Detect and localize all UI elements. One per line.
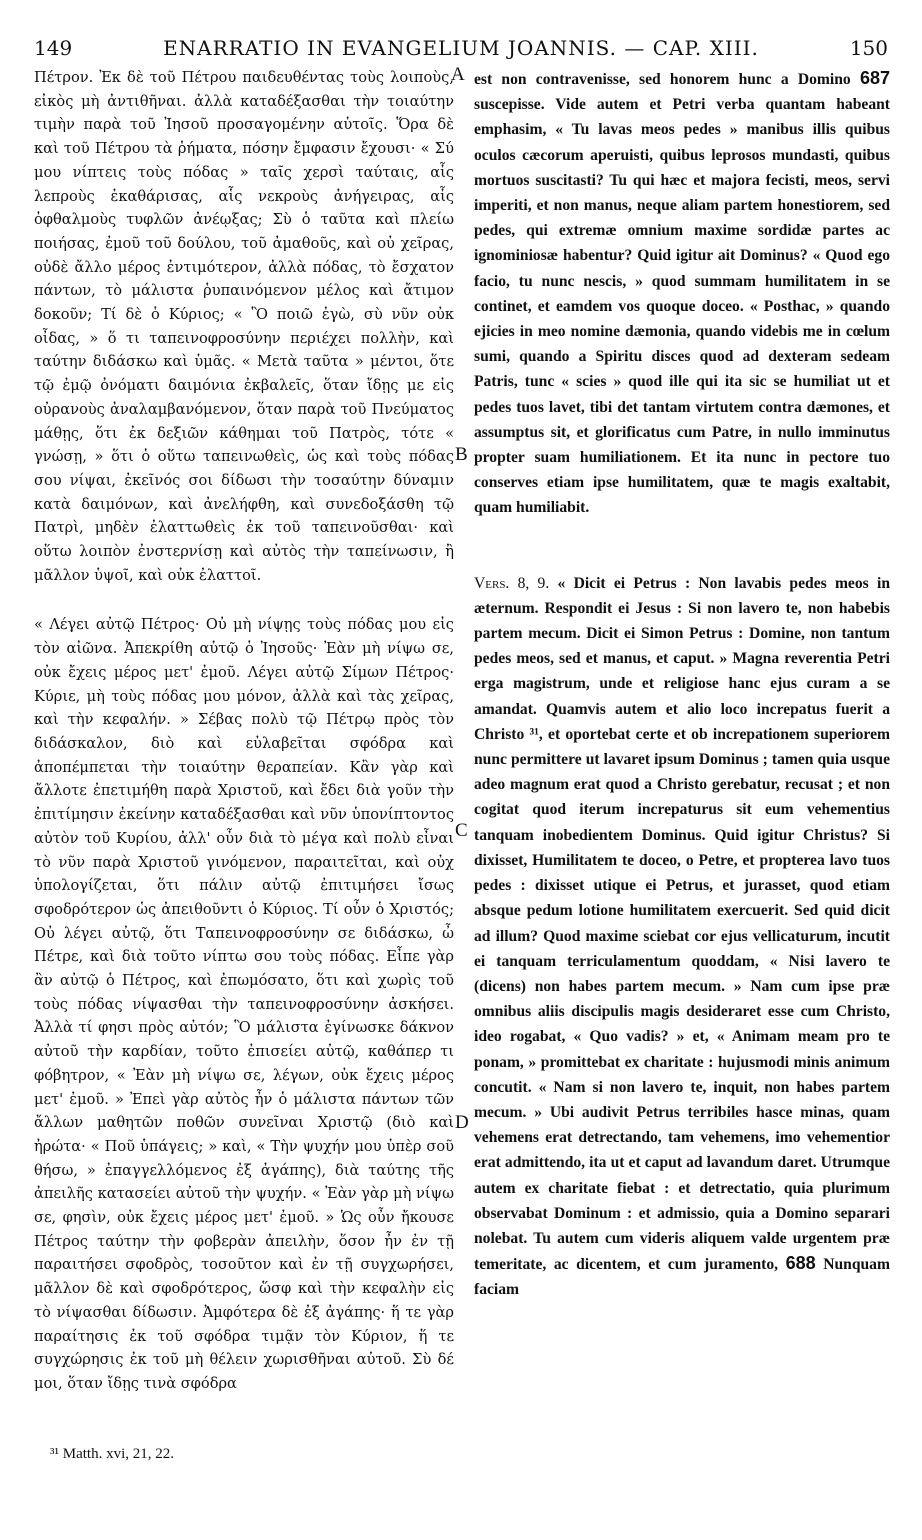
column-reference-687: 687 — [859, 68, 890, 88]
paragraph-spacer — [34, 587, 454, 613]
latin-paragraph-1-rest: suscepisse. Vide autem et Petri verba quantam habeant emphasim, « Tu lavas meos pedes » manibus illis quibus oculos cæcorum aperuisti, quibus leprosos mundasti, quibus mortuos suscitasti? Tu qui hæc et majora fecisti, meos, servi imperiti, et non manus, neque aliam partem honestiorem, sed pedes, qui extremæ omnium maxime sordidæ partes ac ignominiosæ habentur? Quid igitur ait Dominus? « Quod ego facio, tu nunc nescis, » quod summam humilitatem in se continet, et eamdem vos quoque doceo. « Posthac, » quando ejicies in meo nomine dæmonia, quando videbis me in cœlum sumi, quando a Spiritu disces quod ad dexteram sedeam Patris, tunc « scies » quod ille qui ita sic se humiliat ut et pedes tuos lavet, tibi det tantam virtutem contra dæmones, et assumptus sit, et glorificatus cum Patre, in nullo imminutus propter suam humiliationem. Et ita nunc in pectore tuo conserves etiam ipse humilitatem, quæ te magis exaltabit, quam humiliabit. — [474, 96, 890, 517]
margin-marker-d: D — [455, 1112, 469, 1133]
running-header — [0, 0, 922, 64]
greek-paragraph-1: Πέτρον. Ἐκ δὲ τοῦ Πέτρου παιδευθέντας τοὺς λοιποὺς, εἰκὸς μὴ ἀντιθῆναι. ἀλλὰ καταδέξασθαι τὴν τοιαύτην τιμὴν παρὰ τοῦ Ἰησοῦ προσαγομένην αὐτοῖς. Ὅρα δὲ καὶ τοῦ Πέτρου τὰ ῥήματα, πόσην ἔμφασιν ἔχουσι· « Σύ μου νίπτεις τοὺς πόδας » ταῖς χερσὶ ταύταις, αἷς λεπροὺς ἐκαθάρισας, αἷς νεκροὺς ἀνήγειρας, αἷς ὀφθαλμοὺς τυφλῶν ἀνέῳξας; Σὺ ὁ ταῦτα καὶ πλείω ποιήσας, ἐμοῦ τοῦ δούλου, τοῦ ἀμαθοῦς, καὶ οὐ χεῖρας, οὐδὲ ἄλλο μέρος ἐντιμότερον, ἀλλὰ πόδας, τὸ ἔσχατον πάντων, τὸ μάλιστα ῥυπαινόμενον μέλος καὶ ἄτιμον δοκοῦν; Τί δὲ ὁ Κύριος; « Ὃ ποιῶ ἐγὼ, σὺ νῦν οὐκ οἶδας, » ὅ τι ταπεινοφροσύνην περιέχει πολλὴν, καὶ ταύτην διδάσκω καὶ ὑμᾶς. « Μετὰ ταῦτα » μέντοι, ὅτε τῷ ἐμῷ ὀνόματι δαιμόνια ἐκβαλεῖς, ὅταν ἴδῃς με εἰς οὐρανοὺς ἀναλαμβανόμενον, ὅταν παρὰ τοῦ Πνεύματος μάθῃς, ὅτι ἐκ δεξιῶν κάθημαι τοῦ Πατρὸς, τότε « γνώσῃ, » ὅτι ὁ οὕτω ταπεινωθεὶς, ὡς καὶ τοὺς πόδας σου νίψαι, ἐκεῖνός σοι δίδωσι τὴν τοσαύτην δύναμιν κατὰ δαιμόνων, καὶ ἀνελήφθη, καὶ συνεδοξάσθη τῷ Πατρὶ, μηδὲν ἐλαττωθεὶς ἐκ τοῦ ταπεινοῦσθαι· καὶ οὕτω λοιπὸν ἐνστερνίσῃ καὶ αὐτὸς τὴν ταπείνωσιν, ἢ μᾶλλον ὑψοῖ, καὶ οὐκ ἐλαττοῖ. — [34, 69, 454, 584]
greek-column — [34, 66, 454, 1396]
latin-paragraph-1 — [474, 66, 890, 521]
greek-paragraph-2: « Λέγει αὐτῷ Πέτρος· Οὐ μὴ νίψῃς τοὺς πόδας μου εἰς τὸν αἰῶνα. Ἀπεκρίθη αὐτῷ ὁ Ἰησοῦς· Ἐὰν μὴ νίψω σε, οὐκ ἔχεις μέρος μετ' ἐμοῦ. Λέγει αὐτῷ Σίμων Πέτρος· Κύριε, μὴ τοὺς πόδας μου μόνον, ἀλλὰ καὶ τὰς χεῖρας, καὶ τὴν κεφαλήν. » Σέβας πολὺ τῷ Πέτρῳ πρὸς τὸν διδάσκαλον, διὸ καὶ εὐλαβεῖται σφόδρα καὶ ἀποπέμπεται τὴν τοιαύτην θεραπείαν. Κἂν γὰρ καὶ ἄλλοτε ἐπετιμήθη παρὰ Χριστοῦ, καὶ ἔδει διὰ γοῦν τὴν ἐπιτίμησιν ἐκείνην καταδέξασθαι καὶ νῦν ὑπονίπτοντος αὐτὸν τοῦ Κυρίου, ἀλλ' οὖν διὰ τὸ μέγα καὶ πολὺ εἶναι τὸ νῦν παρὰ Χριστοῦ γινόμενον, παραιτεῖται, καὶ οὐχ ὑπολογίζεται, ὅτι πάλιν αὐτῷ ἐπιτιμήσει ἴσως σφοδρότερον ὡς ἀπειθοῦντι ὁ Κύριος. Τί οὖν ὁ Χριστός; Οὐ λέγει αὐτῷ, ὅτι Ταπεινοφροσύνην σε διδάσκω, ὦ Πέτρε, καὶ διὰ τοῦτο νίπτω σου τοὺς πόδας. Εἶπε γὰρ ἂν αὐτῷ ὁ Πέτρος, καὶ ἐπωμόσατο, ὅτι καὶ χωρὶς τοῦ τοὺς πόδας νίψασθαι τὴν ταπεινοφροσύνην ἀσκήσει. Ἀλλὰ τί φησι πρὸς αὐτόν; Ὃ μάλιστα ἐγίνωσκε δάκνον αὐτοῦ τὴν καρδίαν, τοῦτο ἐπισείει αὐτῷ, καθάπερ τι φόβητρον, « Ἐὰν μὴ νίψω σε, λέγων, οὐκ ἔχεις μέρος μετ' ἐμοῦ. » Ἐπεὶ γὰρ αὐτὸς ἦν ὁ μάλιστα πάντων τῶν ἄλλων μαθητῶν ποθῶν συνεῖναι Χριστῷ (διὸ καὶ ἠρώτα· « Ποῦ ὑπάγεις; » καὶ, « Τὴν ψυχήν μου ὑπὲρ σοῦ θήσω, » ἐπαγγελλόμενος ἐξ ἀγάπης), διὰ ταύτης τῆς ἀπειλῆς κατασείει αὐτοῦ τὴν ψυχήν. « Ἐὰν γὰρ μὴ νίψω σε, φησὶν, οὐκ ἔχεις μέρος μετ' ἐμοῦ. » Ὡς οὖν ἤκουσε Πέτρος ταύτην τὴν φοβερὰν ἀπειλὴν, ὅσον ἦν ἐν τῇ παραιτήσει σφοδρὸς, τοσοῦτον καὶ ἐν τῇ συγχωρήσει, μᾶλλον δὲ καὶ σφοδρότερος, ὥσφ καὶ τὴν κεφαλὴν εἰς τὸ νίψασθαι δίδωσιν. Ἀμφότερα δὲ ἐξ ἀγάπης· ἥ τε γὰρ παραίτησις ἐκ τοῦ σφόδρα τιμᾷν τὸν Κύριον, ἥ τε συγχώρησις ἐκ τοῦ μὴ θέλειν χωρισθῆναι αὐτοῦ. Σὺ δέ μοι, ὅταν ἴδῃς τινὰ σφόδρα — [34, 616, 454, 1392]
running-title: ENARRATIO IN EVANGELIUM JOANNIS. — CAP. XIII. — [163, 36, 759, 60]
page-number-right: 150 — [849, 36, 888, 60]
latin-paragraph-2-text: « Dicit ei Petrus : Non lavabis pedes meos in æternum. Respondit ei Jesus : Si non lavero te, non habebis partem mecum. Dicit ei Simon Petrus : Domine, non tantum pedes meos, sed et manus, et caput. » Magna reverentia Petri erga magistrum, unde et religiose hanc ejus curam a se amandat. Quamvis autem et alio loco increpatus fuerit a Christo ³¹, et oportebat certe et ob increpationem superiorem nunc permittere ut lavaret ipsum Dominus ; tamen quia usque adeo magnum erat quod a Christo gerebatur, recusat ; et non cogitat quod iterum increpaturus sit eum vehementius tanquam inobedientem Dominus. Quid igitur Christus? Si dixisset, Humilitatem te doceo, o Petre, et propterea lavo tuos pedes : dixisset utique ei Petrus, et jurasset, quod etiam absque pedum lotione humilitatem exercuerit. Sed quid dicit ad illum? Quod maxime sciebat cor ejus vellicaturum, incutit ei tanquam terriculamentum quoddam, « Nisi lavero te (dicens) non habes partem mecum. » Nam cum ipse præ omnibus aliis discipulis magis desideraret esse cum Christo, ideo rogabat, « Quo vadis? » et, « Animam meam pro te ponam, » promittebat ex charitate : hujusmodi minis animum concutit. « Nam si non lavero te, inquit, non habes partem mecum. » Ubi audivit Petrus terribiles hasce minas, quam vehemens erat detrectando, tam vehemens, imo vehementior erat admittendo, ita ut et caput ad lavandum daret. Utrumque autem ex charitate fiebat : et detrectatio, quia plurimum observabat Dominum : et admissio, quia a Domino separari nolebat. Tu autem cum videris aliquem valde urgentem præ temeritate, ac dicentem, et cum juramento, — [474, 574, 890, 1274]
verse-label: Vers. 8, 9. — [474, 574, 550, 592]
latin-column — [474, 66, 890, 1303]
latin-paragraph-2-end: Nunquam faciam — [474, 1256, 890, 1299]
latin-paragraph-2 — [474, 571, 890, 1303]
latin-paragraph-1-start: est non contravenisse, sed honorem hunc a Domino — [474, 71, 851, 88]
column-reference-688: 688 — [785, 1253, 816, 1274]
margin-marker-a: A — [451, 64, 465, 85]
paragraph-spacer — [474, 521, 890, 571]
margin-marker-c: C — [455, 820, 468, 841]
margin-marker-b: B — [455, 444, 468, 465]
page-number-left: 149 — [34, 36, 73, 60]
footnote: ³¹ Matth. xvi, 21, 22. — [50, 1446, 174, 1462]
